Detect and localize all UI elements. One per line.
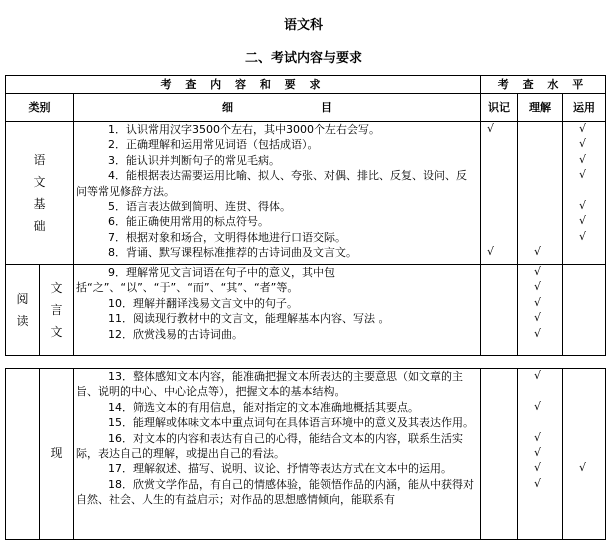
classical-apply-cell: [563, 265, 606, 356]
list-item: 11．阅读现行教材中的文言文，能理解基本内容、写法 。: [108, 312, 390, 326]
check-mark-icon: √: [487, 122, 495, 135]
requirements-table-part-2: [5, 368, 606, 540]
list-item: 5．语言表达做到简明、连贯、得体。: [108, 200, 291, 214]
check-mark-icon: √: [534, 430, 542, 444]
check-mark-icon: √: [534, 446, 542, 459]
category-reading-continued: [6, 369, 40, 540]
list-item: 9．理解常见文言词语在句子中的意义，其中包括“之”、“以”、“于”、“而”、“其”、“者”等。: [76, 266, 335, 295]
basics-items: [74, 122, 481, 265]
category-header: 类别: [6, 94, 74, 122]
category-language-basics: 语 文 基 础: [6, 122, 74, 265]
section-title: 二、考试内容与要求: [244, 51, 362, 66]
section-classical-row: [6, 265, 606, 356]
check-mark-icon: √: [534, 326, 542, 340]
subcategory-modern-text: 现: [40, 369, 74, 540]
check-mark-icon: √: [534, 280, 542, 294]
classical-understand-cell: [518, 265, 563, 356]
classical-recall-cell: [481, 265, 518, 356]
basics-understand-cell: [518, 122, 563, 265]
check-mark-icon: √: [579, 137, 587, 151]
list-item: 1．认识常用汉字3500个左右，其中3000个左右会写。: [108, 123, 380, 136]
list-item: 18．欣赏文学作品，有自己的情感体验，能领悟作品的内涵，能从中获得对自然、社会、人生的有益启示；对作品的思想感情倾向，能联系有: [76, 477, 474, 507]
check-mark-icon: √: [534, 399, 542, 413]
list-item: 7．根据对象和场合，文明得体地进行口语交际。: [108, 230, 346, 244]
list-item: 8．背诵、默写课程标准推荐的古诗词曲及文言文。: [108, 246, 357, 260]
levels-header: 考 查 水 平: [481, 76, 606, 94]
category-reading: 阅 读: [6, 265, 40, 356]
modern-apply-cell: [563, 369, 606, 540]
list-item: 14．筛选文本的有用信息，能对指定的文本准确地概括其要点。: [108, 400, 419, 414]
subject-title: 语文科: [283, 18, 323, 33]
details-header: 细 目: [74, 94, 481, 122]
check-mark-icon: √: [487, 245, 495, 259]
modern-items: [74, 369, 481, 540]
list-item: 16．对文本的内容和表达有自己的心得，能结合文本的内容，联系生活实际，表达自己的理解，或提出自己的看法。: [76, 431, 463, 461]
check-mark-icon: √: [534, 369, 542, 382]
check-mark-icon: √: [579, 152, 587, 166]
subcategory-classical-chinese: 文 言 文: [40, 265, 74, 356]
modern-recall-cell: [481, 369, 518, 540]
list-item: 17．理解叙述、描写、说明、议论、抒情等表达方式在文本中的运用。: [108, 462, 452, 476]
level-apply-header: 运用: [563, 94, 606, 122]
check-mark-icon: √: [534, 311, 542, 325]
check-mark-icon: √: [534, 461, 542, 475]
check-mark-icon: √: [534, 265, 542, 278]
check-mark-icon: √: [579, 214, 587, 228]
check-mark-icon: √: [579, 229, 587, 243]
list-item: 15．能理解或体味文本中重点词句在具体语言环境中的意义及其表达作用。: [108, 416, 474, 430]
section-basics-row: [6, 122, 606, 265]
modern-understand-cell: [518, 369, 563, 540]
classical-items: [74, 265, 481, 356]
list-item: 10．理解并翻译浅易文言文中的句子。: [108, 296, 298, 310]
list-item: 2．正确理解和运用常见词语（包括成语）。: [108, 138, 319, 152]
list-item: 4．能根据表达需要运用比喻、拟人、夸张、对偶、排比、反复、设问、反问等常见修辞方法。: [76, 169, 467, 198]
check-mark-icon: √: [534, 295, 542, 309]
requirements-table-part-1: [5, 75, 606, 356]
basics-apply-cell: [563, 122, 606, 265]
check-mark-icon: √: [534, 245, 542, 259]
check-mark-icon: √: [579, 122, 587, 135]
check-mark-icon: √: [579, 461, 587, 475]
level-recall-header: 识记: [481, 94, 518, 122]
list-item: 13．整体感知文本内容，能准确把握文本所表达的主要意思（如文章的主旨、说明的中心、中心论点等），把握文本的基本结构。: [76, 370, 463, 399]
list-item: 6．能正确使用常用的标点符号。: [108, 215, 269, 229]
list-item: 12．欣赏浅易的古诗词曲。: [108, 327, 243, 341]
check-mark-icon: √: [534, 476, 542, 490]
check-mark-icon: √: [579, 168, 587, 182]
check-mark-icon: √: [579, 199, 587, 212]
level-understand-header: 理解: [518, 94, 563, 122]
section-modern-row: [6, 369, 606, 540]
content-requirements-header: 考 查 内 容 和 要 求: [6, 76, 481, 94]
basics-recall-cell: [481, 122, 518, 265]
list-item: 3．能认识并判断句子的常见毛病。: [108, 153, 280, 167]
